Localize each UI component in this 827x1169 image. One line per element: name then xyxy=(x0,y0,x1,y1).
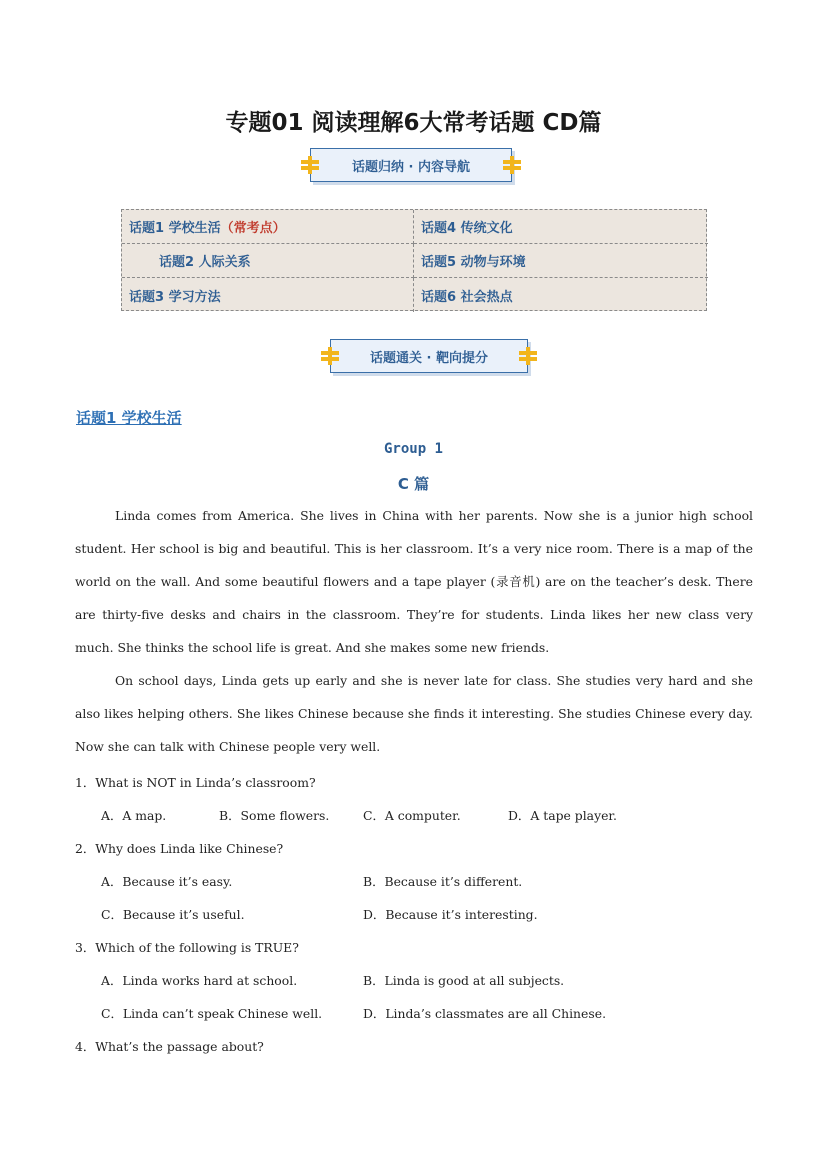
topic-label: 话题6 社会热点 xyxy=(421,289,513,305)
banner-decoration-icon xyxy=(519,349,537,363)
banner-decoration-icon xyxy=(301,158,319,172)
topic-cell-2[interactable] xyxy=(122,244,414,278)
part-label: C 篇 xyxy=(397,475,430,493)
topic-cell-3[interactable] xyxy=(122,278,414,312)
topic-label: 话题4 传统文化 xyxy=(421,221,513,236)
group-label: Group 1 xyxy=(383,441,443,457)
banner-practice xyxy=(330,339,528,373)
answer-option[interactable]: B．Because it’s different. xyxy=(363,874,523,889)
page-title: 专题01 阅读理解6大常考话题 CD篇 xyxy=(225,110,602,136)
topic-label: 话题5 动物与环境 xyxy=(421,255,526,270)
answer-option[interactable]: D．Because it’s interesting. xyxy=(363,907,538,922)
answer-option[interactable]: B．Linda is good at all subjects. xyxy=(363,973,565,988)
section-title-link[interactable]: 话题1 学校生活 xyxy=(76,409,182,427)
banner-decoration-icon xyxy=(321,349,339,363)
answer-option[interactable]: C．A computer. xyxy=(363,808,461,823)
banner-content-navigation xyxy=(310,148,512,182)
topic-label: 话题3 学习方法 xyxy=(129,289,221,305)
question-stem: 2．Why does Linda like Chinese? xyxy=(75,841,284,856)
question-stem: 1．What is NOT in Linda’s classroom? xyxy=(75,775,316,790)
answer-option[interactable]: A．Linda works hard at school. xyxy=(101,973,298,988)
banner-label: 话题归纳 · 内容导航 xyxy=(352,159,470,175)
answer-option[interactable]: A．Because it’s easy. xyxy=(101,874,233,889)
answer-option[interactable]: D．Linda’s classmates are all Chinese. xyxy=(363,1006,607,1021)
topic-cell-4[interactable] xyxy=(414,210,708,244)
topic-label: 话题2 人际关系 xyxy=(159,255,251,270)
question-stem: 3．Which of the following is TRUE? xyxy=(75,940,299,955)
passage-paragraph: On school days, Linda gets up early and she is never late for class. She studies very hard and she also likes helping others. She likes Chinese because she finds it interesting. She studies Chinese every day. Now she can talk with Chinese people very well. xyxy=(75,673,753,754)
question-stem: 4．What’s the passage about? xyxy=(75,1039,264,1054)
answer-option[interactable]: A．A map. xyxy=(101,808,167,823)
answer-option[interactable]: C．Because it’s useful. xyxy=(101,907,245,922)
topic-cell-5[interactable] xyxy=(414,244,708,278)
topic-cell-6[interactable] xyxy=(414,278,708,312)
answer-option[interactable]: D．A tape player. xyxy=(508,808,617,823)
banner-label: 话题通关 · 靶向提分 xyxy=(370,350,488,366)
topic-cell-1[interactable] xyxy=(122,210,414,244)
answer-option[interactable]: C．Linda can’t speak Chinese well. xyxy=(101,1006,323,1021)
topic-table xyxy=(121,209,707,311)
answer-option[interactable]: B．Some flowers. xyxy=(219,808,330,823)
topic-label: 话题1 学校生活 xyxy=(129,221,221,236)
banner-decoration-icon xyxy=(503,158,521,172)
topic-highlight: （常考点） xyxy=(220,221,286,236)
passage-paragraph: Linda comes from America. She lives in China with her parents. Now she is a junior high school student. Her school is big and beautiful. This is her classroom. It’s a very nice room. There is a map of the world on the wall. And some beautiful flowers and a tape player (录音机) are on the teacher’s desk. There are thirty-five desks and chairs in the classroom. They’re for students. Linda likes her new class very much. She thinks the school life is great. And she makes some new friends. xyxy=(75,508,753,655)
